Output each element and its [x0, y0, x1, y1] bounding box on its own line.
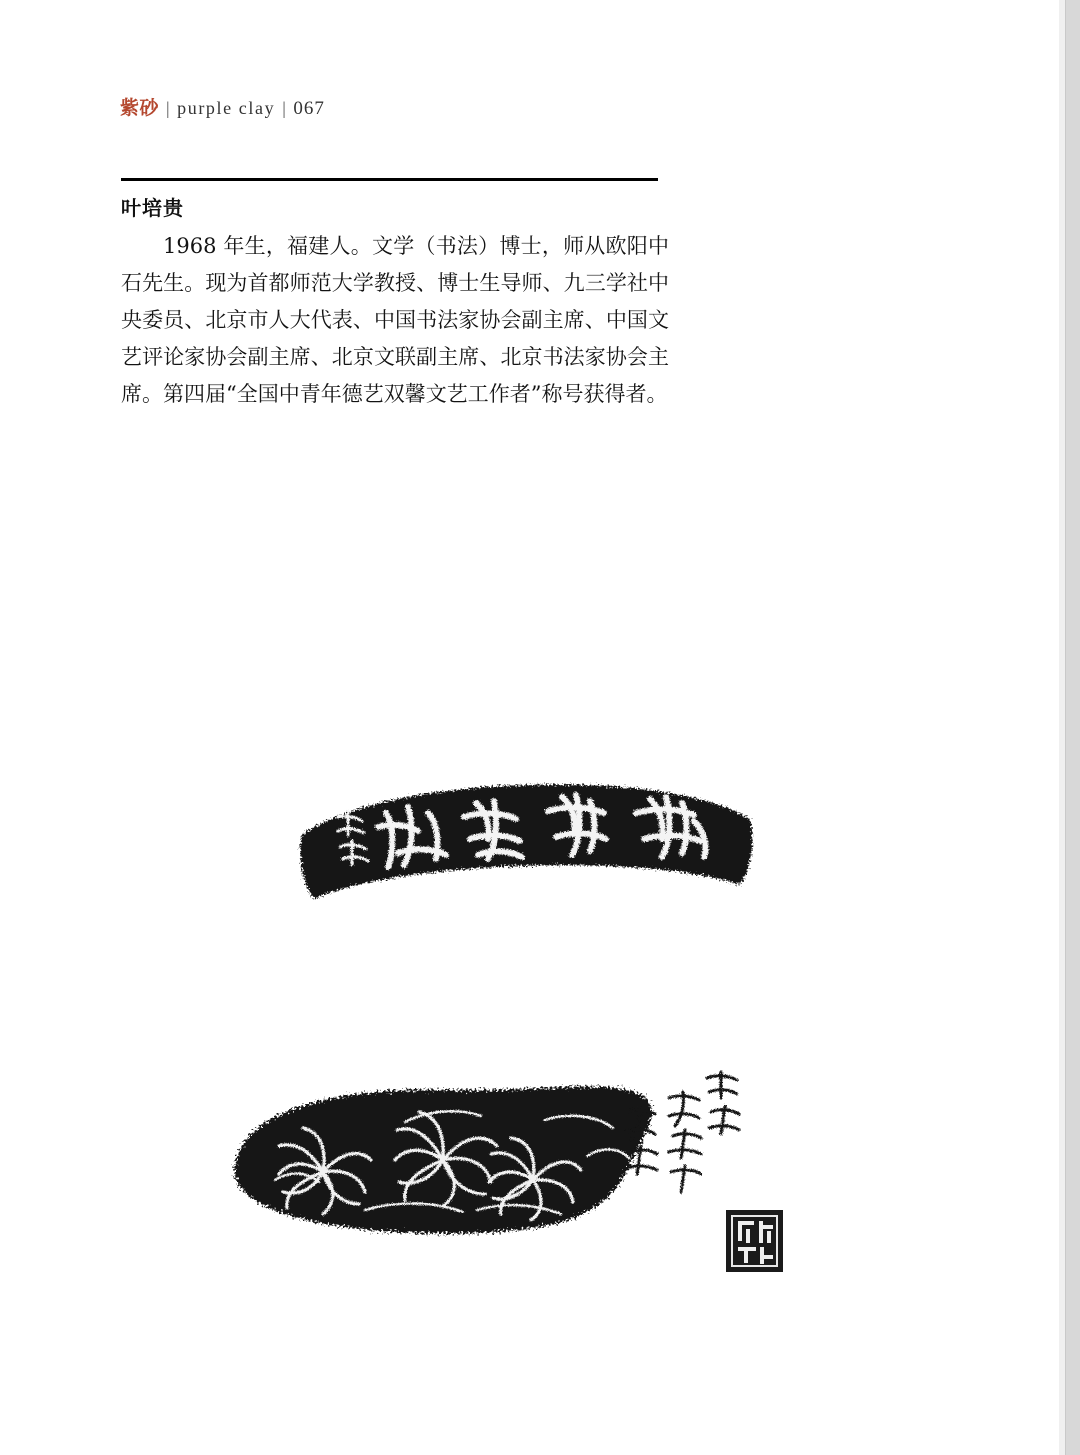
page-number: 067: [293, 98, 325, 119]
running-head-chinese: 紫砂: [120, 97, 160, 119]
running-head-separator-1: |: [166, 98, 171, 118]
calligraphy-image: [290, 755, 760, 945]
page-outer-edge: [1065, 0, 1080, 1455]
seal-stamp: [726, 1210, 783, 1272]
flower-ink-image: [215, 1060, 815, 1280]
running-head-english: purple clay: [177, 98, 276, 118]
artist-name: 叶培贵: [121, 196, 184, 220]
artist-biography: 1968 年生，福建人。文学（书法）博士，师从欧阳中石先生。现为首都师范大学教授、博士生导师、九三学社中央委员、北京市人大代表、中国书法家协会副主席、中国文艺评论家协会副主席、北京文联副主席、北京书法家协会主席。第四届“全国中青年德艺双馨文艺工作者”称号获得者。: [121, 234, 669, 406]
heading-rule: [121, 178, 658, 181]
seal-border: [731, 1215, 778, 1267]
running-head-separator-2: |: [282, 98, 287, 118]
running-head: [120, 93, 325, 120]
artwork-figure: [0, 720, 1059, 1320]
